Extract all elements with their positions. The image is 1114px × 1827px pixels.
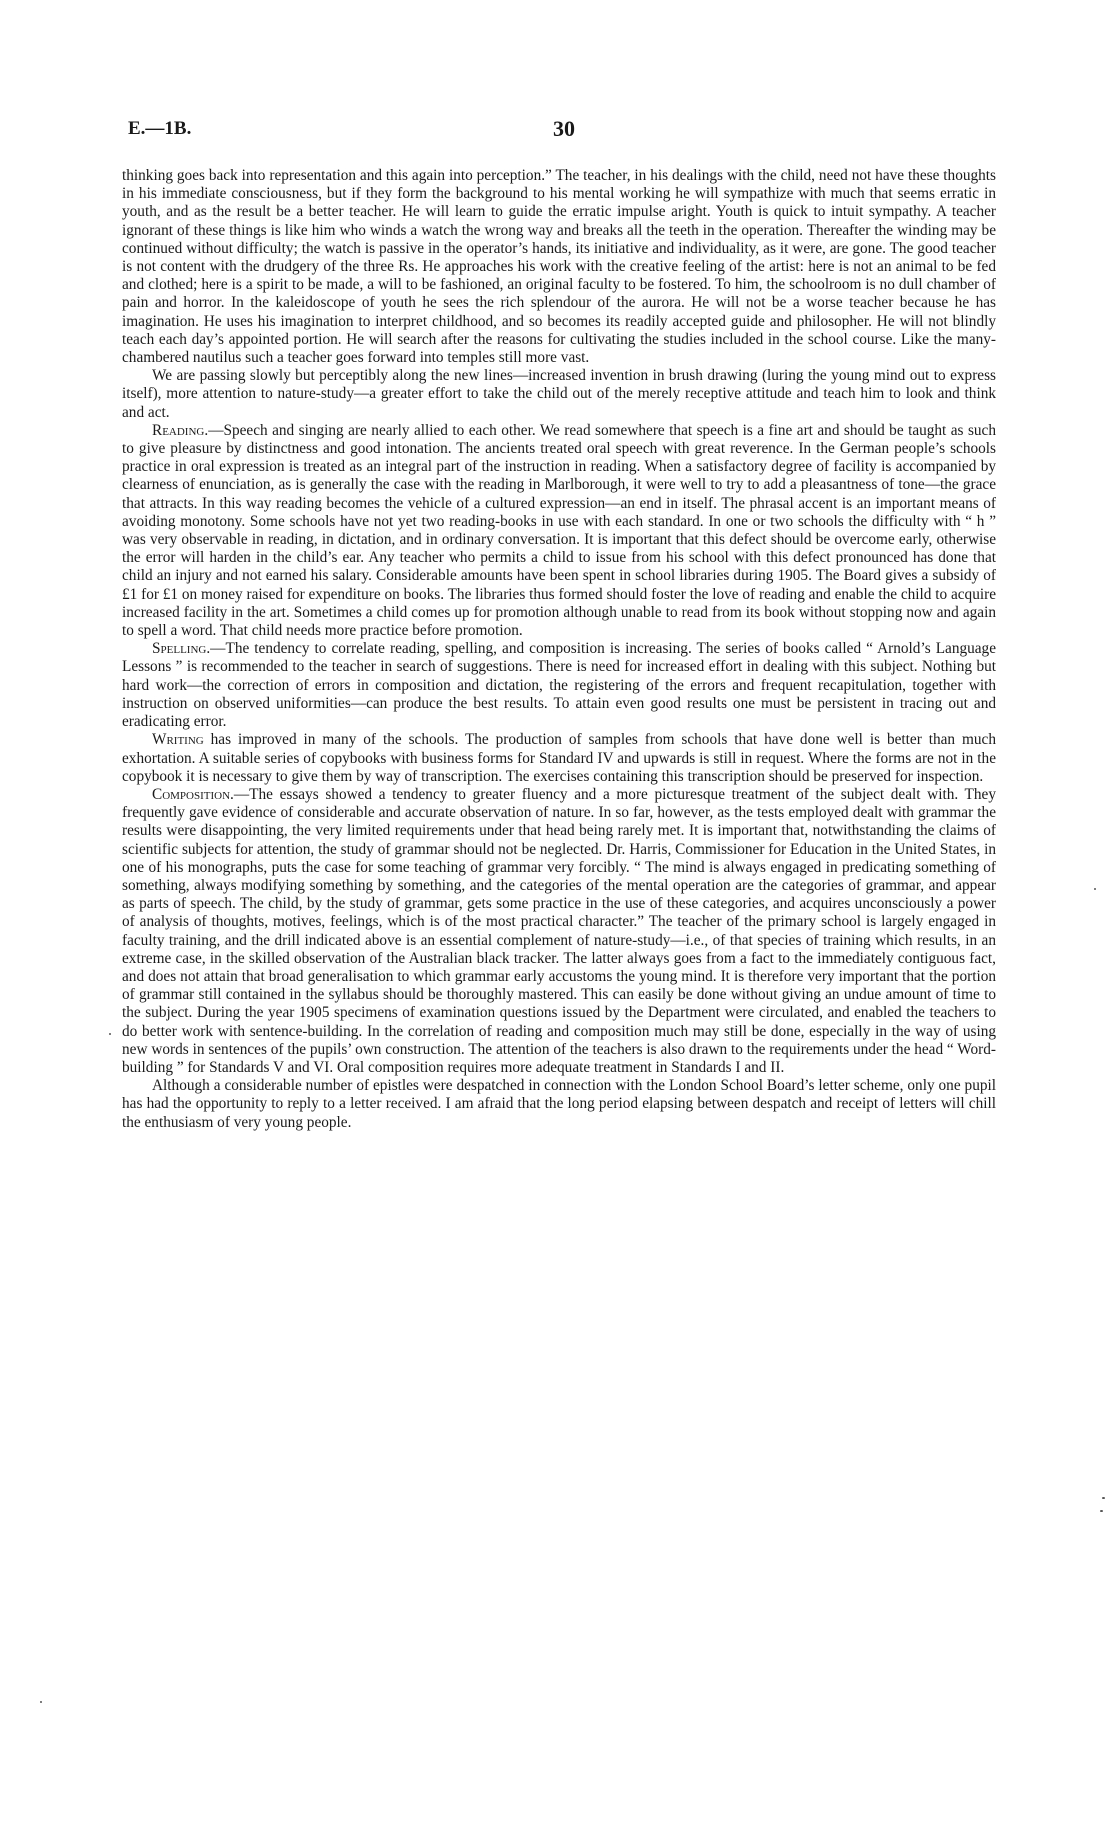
paragraph-text: has improved in many of the schools. The production of samples from schools that have done well is better than much exhortation. A suitable series of copybooks with business forms for Standard IV and upwards is still in request. Where the forms are not in the copybook it is necessary to give them by way of transcription. The exercises containing this transcription should be preserved for inspection. <box>122 731 996 785</box>
scan-speck <box>1100 1510 1103 1512</box>
paragraph <box>122 167 996 367</box>
scan-speck <box>109 1033 111 1035</box>
paragraph-text: —Speech and singing are nearly allied to each other. We read somewhere that speech is a fine art and should be taught as such to give pleasure by distinctness and good intonation. The ancients treated oral speech with great reverence. In the German people’s schools practice in oral expression is treated as an integral part of the instruction in reading. When a satisfactory degree of facility is accompanied by clearness of enunciation, as is generally the case with the reading in Marlborough, it were well to try to add a pleasantness of tone—the grace that attracts. In this way reading becomes the vehicle of a cultured expression—an end in itself. The phrasal accent is an important means of avoiding monotony. Some schools have not yet two reading-books in use with each standard. In one or two schools the difficulty with “ h ” was very observable in reading, in dictation, and in ordinary conversation. It is important that this defect should be overcome early, otherwise the error will harden in the child’s ear. Any teacher who permits a child to issue from his school with this defect pronounced has done that child an injury and not earned his salary. Considerable amounts have been spent in school libraries during 1905. The Board gives a subsidy of £1 for £1 on money raised for expenditure on books. The libraries thus formed should foster the love of reading and enable the child to acquire increased facility in the art. Sometimes a child comes up for promotion although unable to read from its book without stopping now and again to spell a word. That child needs more practice before promotion. <box>122 421 996 640</box>
paragraph-text: Although a considerable number of epistles were despatched in connection with the London School Board’s letter scheme, only one pupil has had the opportunity to reply to a letter received. I am afraid that the long period elapsing between despatch and receipt of letters will chill the enthusiasm of very young people. <box>122 1077 996 1131</box>
paragraph-text: thinking goes back into representation and this again into perception.” The teacher, in his dealings with the child, need not have these thoughts in his immediate consciousness, but if they form the background to his mental working he will sympathize with much that seems erratic in youth, and as the result be a better teacher. He will learn to guide the erratic impulse aright. Youth is quick to intuit sympathy. A teacher ignorant of these things is like him who winds a watch the wrong way and breaks all the teeth in the operation. Thereafter the winding may be continued without difficulty; the watch is passive in the operator’s hands, its initiative and individuality, as it were, are gone. The good teacher is not content with the drudgery of the three Rs. He approaches his work with the creative feeling of the artist: here is not an animal to be fed and clothed; here is a spirit to be made, a will to be fashioned, an original faculty to be fostered. To him, the schoolroom is no dull chamber of pain and horror. In the kaleidoscope of youth he sees the rich splendour of the aurora. He will not be a worse teacher because he has imagination. He uses his imagination to interpret childhood, and so becomes its readily accepted guide and philosopher. He will not blindly teach each day’s appointed portion. He will search after the reasons for cultivating the studies included in the school course. Like the many-chambered nautilus such a teacher goes forward into temples still more vast. <box>122 167 996 367</box>
document-reference: E.—1B. <box>128 118 192 139</box>
scan-speck <box>1094 888 1096 890</box>
scan-speck <box>1102 1497 1105 1499</box>
section-heading-spelling: Spelling. <box>152 640 211 658</box>
paragraph-reading <box>122 422 996 640</box>
paragraph-writing <box>122 731 996 786</box>
paragraph-spelling <box>122 640 996 731</box>
paragraph-text: —The essays showed a tendency to greater fluency and a more picturesque treatment of the subject dealt with. They frequently gave evidence of considerable and accurate observation of nature. In so far, however, as the tests employed dealt with grammar the results were disappointing, the very limited requirements under that head being rarely met. It is important that, notwithstanding the claims of scientific subjects for attention, the study of grammar should not be neglected. Dr. Harris, Commissioner for Education in the United States, in one of his monographs, puts the case for some teaching of grammar very forcibly. “ The mind is always engaged in predicating something of something, always modifying something by something, and the categories of the mental operation are the categories of grammar, and appear as parts of speech. The child, by the study of grammar, gets some practice in the use of these categories, and acquires unconsciously a power of analysis of thoughts, motives, feelings, which is of the most practical character.” The teacher of the primary school is largely engaged in faculty training, and the drill indicated above is an essential complement of nature-study—i.e., of that species of training which results, in an extreme case, in the skilled observation of the Australian black tracker. The latter always goes from a fact to the immediately contiguous fact, and does not attain that broad generalisation to which grammar early accustoms the young mind. It is therefore very important that the portion of grammar still contained in the syllabus should be thoroughly mastered. This can easily be done without giving an undue amount of time to the subject. During the year 1905 specimens of examination questions issued by the Department were circulated, and enabled the teachers to do better work with sentence-building. In the correlation of reading and composition much may still be done, especially in the way of using new words in sentences of the pupils’ own construction. The attention of the teachers is also drawn to the requirements under the head “ Word-building ” for Standards V and VI. Oral composition requires more adequate treatment in Standards I and II. <box>122 785 996 1076</box>
paragraph-text: —The tendency to correlate reading, spelling, and composition is increasing. The series of books called “ Arnold’s Language Lessons ” is recommended to the teacher in search of suggestions. There is need for increased effort in dealing with this subject. Nothing but hard work—the correction of errors in composition and dictation, the registering of the errors and frequent recapitulation, together with instruction on observed uniformities—can produce the best results. To attain even good results one must be persistent in tracing out and eradicating error. <box>122 640 996 731</box>
page-header <box>128 118 988 148</box>
paragraph-composition <box>122 786 996 1077</box>
scan-speck <box>40 1701 42 1703</box>
section-heading-composition: Composition. <box>152 785 234 803</box>
section-heading-writing: Writing <box>152 731 204 749</box>
paragraph <box>122 367 996 422</box>
paragraph <box>122 1077 996 1132</box>
section-heading-reading: Reading. <box>152 421 209 439</box>
paragraph-text: We are passing slowly but perceptibly along the new lines—increased invention in brush drawing (luring the young mind out to express itself), more attention to nature-study—a greater effort to take the child out of the merely receptive attitude and teach him to look and think and act. <box>122 367 996 421</box>
page-number: 30 <box>553 116 575 141</box>
body-text <box>122 167 996 1132</box>
